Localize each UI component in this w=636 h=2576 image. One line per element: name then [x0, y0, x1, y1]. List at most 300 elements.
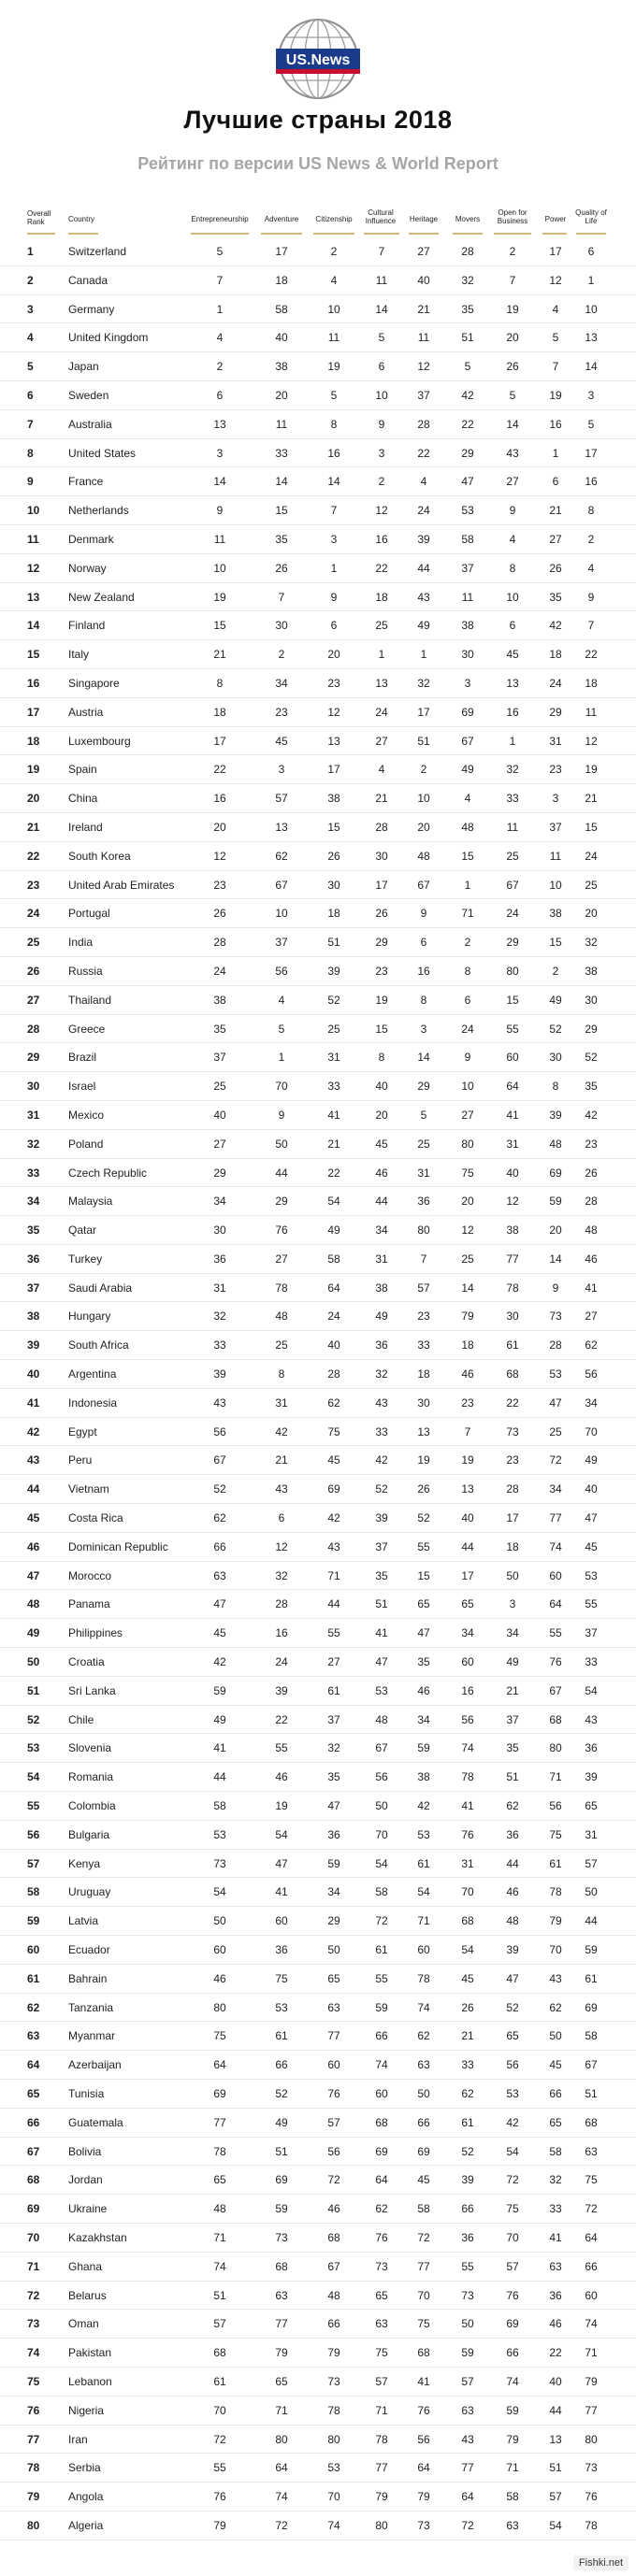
country-cell: Argentina [68, 1367, 117, 1381]
open-for-business-cell: 17 [506, 1511, 519, 1525]
country-cell: Switzerland [68, 245, 127, 258]
adventure-cell: 51 [275, 2144, 288, 2158]
rank-cell: 78 [27, 2461, 40, 2475]
cultural-influence-cell: 65 [375, 2288, 388, 2302]
heritage-cell: 77 [417, 2259, 430, 2273]
quality-of-life-cell: 57 [585, 1856, 598, 1870]
header-underline [542, 233, 567, 235]
open-for-business-cell: 63 [506, 2518, 519, 2532]
open-for-business-cell: 37 [506, 1712, 519, 1726]
citizenship-cell: 41 [327, 1108, 340, 1122]
heritage-cell: 47 [417, 1626, 430, 1640]
entrepreneurship-cell: 47 [213, 1597, 226, 1611]
entrepreneurship-cell: 27 [213, 1137, 226, 1151]
adventure-cell: 59 [275, 2202, 288, 2216]
header-underline [494, 233, 531, 235]
rank-cell: 63 [27, 2029, 40, 2043]
quality-of-life-cell: 71 [585, 2346, 598, 2360]
rank-cell: 48 [27, 1597, 40, 1611]
power-cell: 21 [549, 504, 562, 518]
movers-cell: 53 [461, 504, 474, 518]
heritage-cell: 44 [417, 561, 430, 575]
power-cell: 73 [549, 1309, 562, 1324]
movers-cell: 52 [461, 2144, 474, 2158]
citizenship-cell: 76 [327, 2087, 340, 2100]
entrepreneurship-cell: 35 [213, 1022, 226, 1036]
power-cell: 56 [549, 1799, 562, 1813]
citizenship-cell: 8 [330, 417, 338, 431]
citizenship-cell: 55 [327, 1626, 340, 1640]
entrepreneurship-cell: 36 [213, 1252, 226, 1266]
heritage-cell: 22 [417, 446, 430, 460]
power-cell: 40 [549, 2374, 562, 2388]
rank-cell: 68 [27, 2173, 40, 2187]
heritage-cell: 11 [417, 331, 430, 345]
open-for-business-cell: 10 [506, 590, 519, 604]
cultural-influence-cell: 38 [375, 1281, 388, 1295]
heritage-cell: 66 [417, 2115, 430, 2129]
entrepreneurship-cell: 58 [213, 1799, 226, 1813]
open-for-business-cell: 22 [506, 1395, 519, 1410]
movers-cell: 35 [461, 302, 474, 316]
table-row [0, 2022, 636, 2051]
movers-cell: 66 [461, 2202, 474, 2216]
movers-cell: 3 [464, 676, 471, 690]
heritage-cell: 57 [417, 1281, 430, 1295]
page-title: Лучшие страны 2018 [183, 106, 453, 134]
heritage-cell: 4 [420, 475, 427, 489]
country-cell: Nigeria [68, 2403, 105, 2417]
citizenship-cell: 73 [327, 2374, 340, 2388]
entrepreneurship-cell: 18 [213, 705, 226, 719]
citizenship-cell: 33 [327, 1080, 340, 1094]
citizenship-cell: 61 [327, 1683, 340, 1697]
quality-of-life-cell: 42 [585, 1108, 598, 1122]
quality-of-life-cell: 74 [585, 2317, 598, 2331]
movers-cell: 15 [461, 849, 474, 863]
cultural-influence-cell: 3 [378, 446, 385, 460]
open-for-business-cell: 71 [506, 2461, 519, 2475]
open-for-business-cell: 3 [509, 1597, 516, 1611]
cultural-influence-cell: 34 [375, 1224, 388, 1238]
country-cell: Lebanon [68, 2374, 112, 2388]
country-cell: Czech Republic [68, 1166, 148, 1180]
cultural-influence-cell: 30 [375, 849, 388, 863]
citizenship-cell: 21 [327, 1137, 340, 1151]
entrepreneurship-cell: 15 [213, 619, 226, 633]
rank-cell: 55 [27, 1799, 40, 1813]
table-row [0, 266, 636, 295]
power-cell: 63 [549, 2259, 562, 2273]
table-row [0, 2397, 636, 2426]
country-cell: Guatemala [68, 2115, 123, 2129]
heritage-cell: 40 [417, 273, 430, 287]
heritage-cell: 51 [417, 734, 430, 748]
country-cell: Colombia [68, 1799, 116, 1813]
entrepreneurship-cell: 6 [216, 388, 224, 402]
power-cell: 23 [549, 763, 562, 777]
power-cell: 61 [549, 1856, 562, 1870]
header-underline [191, 233, 249, 235]
cultural-influence-cell: 50 [375, 1799, 388, 1813]
cultural-influence-cell: 31 [375, 1252, 388, 1266]
country-cell: Hungary [68, 1309, 111, 1324]
entrepreneurship-cell: 79 [213, 2518, 226, 2532]
country-cell: Pakistan [68, 2346, 112, 2360]
open-for-business-cell: 6 [509, 619, 516, 633]
open-for-business-cell: 26 [506, 360, 519, 374]
open-for-business-cell: 46 [506, 1885, 519, 1899]
citizenship-cell: 2 [330, 245, 338, 258]
open-for-business-cell: 67 [506, 878, 519, 892]
power-cell: 20 [549, 1224, 562, 1238]
quality-of-life-cell: 66 [585, 2259, 598, 2273]
table-row [0, 381, 636, 410]
movers-cell: 11 [461, 590, 474, 604]
quality-of-life-cell: 38 [585, 964, 598, 978]
cultural-influence-cell: 29 [375, 936, 388, 950]
heritage-cell: 35 [417, 1655, 430, 1669]
adventure-cell: 2 [278, 648, 285, 662]
table-row [0, 2454, 636, 2483]
table-row [0, 2080, 636, 2109]
open-for-business-cell: 60 [506, 1051, 519, 1065]
citizenship-cell: 54 [327, 1195, 340, 1209]
quality-of-life-cell: 33 [585, 1655, 598, 1669]
citizenship-cell: 51 [327, 936, 340, 950]
movers-cell: 49 [461, 763, 474, 777]
heritage-cell: 80 [417, 1224, 430, 1238]
adventure-cell: 8 [278, 1367, 285, 1381]
movers-cell: 18 [461, 1338, 474, 1352]
adventure-cell: 68 [275, 2259, 288, 2273]
table-row [0, 467, 636, 496]
open-for-business-cell: 36 [506, 1827, 519, 1841]
quality-of-life-cell: 50 [585, 1885, 598, 1899]
heritage-cell: 41 [417, 2374, 430, 2388]
country-cell: Ghana [68, 2259, 103, 2273]
rank-cell: 13 [27, 590, 40, 604]
movers-cell: 64 [461, 2490, 474, 2504]
quality-of-life-cell: 10 [585, 302, 598, 316]
open-for-business-cell: 74 [506, 2374, 519, 2388]
cultural-influence-cell: 47 [375, 1655, 388, 1669]
citizenship-cell: 20 [327, 648, 340, 662]
entrepreneurship-cell: 19 [213, 590, 226, 604]
country-cell: Sri Lanka [68, 1683, 116, 1697]
cultural-influence-cell: 62 [375, 2202, 388, 2216]
movers-cell: 32 [461, 273, 474, 287]
adventure-cell: 75 [275, 1971, 288, 1985]
rank-cell: 28 [27, 1022, 40, 1036]
heritage-cell: 76 [417, 2403, 430, 2417]
table-row [0, 1187, 636, 1216]
rank-cell: 5 [27, 360, 34, 374]
heritage-cell: 65 [417, 1597, 430, 1611]
power-cell: 26 [549, 561, 562, 575]
entrepreneurship-cell: 20 [213, 820, 226, 834]
adventure-cell: 3 [278, 763, 285, 777]
table-header [0, 206, 636, 234]
rank-cell: 50 [27, 1655, 40, 1669]
heritage-cell: 38 [417, 1770, 430, 1784]
adventure-cell: 25 [275, 1338, 288, 1352]
table-row [0, 1475, 636, 1504]
rank-cell: 71 [27, 2259, 40, 2273]
us-news-logo [276, 17, 360, 101]
entrepreneurship-cell: 64 [213, 2058, 226, 2072]
entrepreneurship-cell: 74 [213, 2259, 226, 2273]
quality-of-life-cell: 20 [585, 907, 598, 921]
heritage-cell: 74 [417, 2000, 430, 2014]
movers-cell: 12 [461, 1224, 474, 1238]
movers-cell: 6 [464, 993, 471, 1007]
table-row [0, 640, 636, 669]
heritage-cell: 53 [417, 1827, 430, 1841]
cultural-influence-cell: 78 [375, 2432, 388, 2446]
rank-cell: 25 [27, 936, 40, 950]
movers-cell: 48 [461, 820, 474, 834]
cultural-influence-cell: 40 [375, 1080, 388, 1094]
quality-of-life-cell: 35 [585, 1080, 598, 1094]
rank-cell: 12 [27, 561, 40, 575]
country-cell: Azerbaijan [68, 2058, 122, 2072]
country-cell: Brazil [68, 1051, 97, 1065]
cultural-influence-cell: 18 [375, 590, 388, 604]
power-cell: 18 [549, 648, 562, 662]
quality-of-life-cell: 45 [585, 1539, 598, 1553]
adventure-cell: 7 [278, 590, 285, 604]
open-for-business-cell: 25 [506, 849, 519, 863]
entrepreneurship-cell: 17 [213, 734, 226, 748]
power-cell: 58 [549, 2144, 562, 2158]
quality-of-life-cell: 30 [585, 993, 598, 1007]
power-cell: 27 [549, 532, 562, 546]
cultural-influence-cell: 69 [375, 2144, 388, 2158]
entrepreneurship-cell: 30 [213, 1224, 226, 1238]
rank-cell: 3 [27, 302, 34, 316]
country-cell: Norway [68, 561, 107, 575]
quality-of-life-cell: 43 [585, 1712, 598, 1726]
movers-cell: 46 [461, 1367, 474, 1381]
citizenship-cell: 35 [327, 1770, 340, 1784]
cultural-influence-cell: 5 [378, 331, 385, 345]
table-row [0, 2282, 636, 2311]
cultural-influence-cell: 76 [375, 2230, 388, 2244]
watermark: Fishki.net [573, 2555, 629, 2570]
citizenship-cell: 10 [327, 302, 340, 316]
table-row [0, 2339, 636, 2368]
open-for-business-cell: 50 [506, 1568, 519, 1582]
open-for-business-cell: 32 [506, 763, 519, 777]
cultural-influence-cell: 26 [375, 907, 388, 921]
rank-cell: 74 [27, 2346, 40, 2360]
country-cell: China [68, 792, 98, 806]
power-cell: 12 [549, 273, 562, 287]
cultural-influence-cell: 66 [375, 2029, 388, 2043]
cultural-influence-cell: 19 [375, 993, 388, 1007]
cultural-influence-cell: 49 [375, 1309, 388, 1324]
adventure-cell: 66 [275, 2058, 288, 2072]
open-for-business-cell: 80 [506, 964, 519, 978]
country-cell: Qatar [68, 1224, 97, 1238]
citizenship-cell: 74 [327, 2518, 340, 2532]
table-row [0, 727, 636, 756]
entrepreneurship-cell: 57 [213, 2317, 226, 2331]
adventure-cell: 42 [275, 1424, 288, 1438]
cultural-influence-cell: 22 [375, 561, 388, 575]
open-for-business-cell: 65 [506, 2029, 519, 2043]
heritage-cell: 69 [417, 2144, 430, 2158]
rank-cell: 73 [27, 2317, 40, 2331]
table-row [0, 1331, 636, 1360]
adventure-cell: 31 [275, 1395, 288, 1410]
citizenship-cell: 53 [327, 2461, 340, 2475]
citizenship-cell: 9 [330, 590, 338, 604]
movers-cell: 42 [461, 388, 474, 402]
entrepreneurship-cell: 40 [213, 1108, 226, 1122]
rank-cell: 17 [27, 705, 40, 719]
cultural-influence-cell: 1 [378, 648, 385, 662]
table-row [0, 1965, 636, 1994]
table-row [0, 755, 636, 784]
cultural-influence-cell: 28 [375, 820, 388, 834]
movers-cell: 17 [461, 1568, 474, 1582]
heritage-cell: 50 [417, 2087, 430, 2100]
adventure-cell: 67 [275, 878, 288, 892]
rank-cell: 27 [27, 993, 40, 1007]
cultural-influence-cell: 25 [375, 619, 388, 633]
header-country: Country [68, 215, 95, 223]
citizenship-cell: 70 [327, 2490, 340, 2504]
movers-cell: 9 [464, 1051, 471, 1065]
heritage-cell: 32 [417, 676, 430, 690]
citizenship-cell: 19 [327, 360, 340, 374]
heritage-cell: 14 [417, 1051, 430, 1065]
entrepreneurship-cell: 39 [213, 1367, 226, 1381]
adventure-cell: 28 [275, 1597, 288, 1611]
heritage-cell: 62 [417, 2029, 430, 2043]
table-row [0, 1562, 636, 1591]
heritage-cell: 25 [417, 1137, 430, 1151]
rank-cell: 37 [27, 1281, 40, 1295]
header-power: Power [544, 215, 567, 223]
adventure-cell: 38 [275, 360, 288, 374]
adventure-cell: 15 [275, 504, 288, 518]
entrepreneurship-cell: 72 [213, 2432, 226, 2446]
entrepreneurship-cell: 61 [213, 2374, 226, 2388]
quality-of-life-cell: 6 [587, 245, 595, 258]
open-for-business-cell: 20 [506, 331, 519, 345]
heritage-cell: 43 [417, 590, 430, 604]
citizenship-cell: 56 [327, 2144, 340, 2158]
power-cell: 45 [549, 2058, 562, 2072]
table-row [0, 1850, 636, 1879]
movers-cell: 2 [464, 936, 471, 950]
entrepreneurship-cell: 66 [213, 1539, 226, 1553]
open-for-business-cell: 35 [506, 1741, 519, 1755]
country-cell: South Africa [68, 1338, 129, 1352]
rank-cell: 14 [27, 619, 40, 633]
power-cell: 66 [549, 2087, 562, 2100]
country-cell: United Arab Emirates [68, 878, 175, 892]
cultural-influence-cell: 4 [378, 763, 385, 777]
adventure-cell: 78 [275, 1281, 288, 1295]
table-row [0, 525, 636, 554]
header-underline [364, 233, 399, 235]
country-cell: Thailand [68, 993, 112, 1007]
power-cell: 59 [549, 1195, 562, 1209]
quality-of-life-cell: 26 [585, 1166, 598, 1180]
open-for-business-cell: 13 [506, 676, 519, 690]
adventure-cell: 37 [275, 936, 288, 950]
citizenship-cell: 23 [327, 676, 340, 690]
quality-of-life-cell: 53 [585, 1568, 598, 1582]
table-row [0, 1792, 636, 1821]
quality-of-life-cell: 72 [585, 2202, 598, 2216]
country-cell: New Zealand [68, 590, 135, 604]
rank-cell: 59 [27, 1914, 40, 1928]
movers-cell: 34 [461, 1626, 474, 1640]
entrepreneurship-cell: 26 [213, 907, 226, 921]
quality-of-life-cell: 16 [585, 475, 598, 489]
power-cell: 65 [549, 2115, 562, 2129]
movers-cell: 77 [461, 2461, 474, 2475]
cultural-influence-cell: 9 [378, 417, 385, 431]
adventure-cell: 13 [275, 820, 288, 834]
adventure-cell: 71 [275, 2403, 288, 2417]
citizenship-cell: 18 [327, 907, 340, 921]
table-row [0, 784, 636, 813]
entrepreneurship-cell: 48 [213, 2202, 226, 2216]
movers-cell: 40 [461, 1511, 474, 1525]
rank-cell: 47 [27, 1568, 40, 1582]
country-cell: Kenya [68, 1856, 101, 1870]
open-for-business-cell: 14 [506, 417, 519, 431]
cultural-influence-cell: 77 [375, 2461, 388, 2475]
quality-of-life-cell: 40 [585, 1482, 598, 1496]
country-cell: Chile [68, 1712, 94, 1726]
heritage-cell: 13 [417, 1424, 430, 1438]
heritage-cell: 61 [417, 1856, 430, 1870]
citizenship-cell: 34 [327, 1885, 340, 1899]
adventure-cell: 23 [275, 705, 288, 719]
rank-cell: 22 [27, 849, 40, 863]
cultural-influence-cell: 35 [375, 1568, 388, 1582]
cultural-influence-cell: 23 [375, 964, 388, 978]
heritage-cell: 21 [417, 302, 430, 316]
citizenship-cell: 7 [330, 504, 338, 518]
rank-cell: 72 [27, 2288, 40, 2302]
table-row [0, 1936, 636, 1965]
quality-of-life-cell: 25 [585, 878, 598, 892]
cultural-influence-cell: 75 [375, 2346, 388, 2360]
entrepreneurship-cell: 69 [213, 2087, 226, 2100]
cultural-influence-cell: 46 [375, 1166, 388, 1180]
adventure-cell: 34 [275, 676, 288, 690]
heritage-cell: 31 [417, 1166, 430, 1180]
table-row [0, 928, 636, 957]
quality-of-life-cell: 62 [585, 1338, 598, 1352]
citizenship-cell: 29 [327, 1914, 340, 1928]
heritage-cell: 42 [417, 1799, 430, 1813]
cultural-influence-cell: 41 [375, 1626, 388, 1640]
adventure-cell: 16 [275, 1626, 288, 1640]
open-for-business-cell: 62 [506, 1799, 519, 1813]
header-cultural-influence: Cultural Influence [365, 208, 397, 225]
citizenship-cell: 71 [327, 1568, 340, 1582]
power-cell: 31 [549, 734, 562, 748]
